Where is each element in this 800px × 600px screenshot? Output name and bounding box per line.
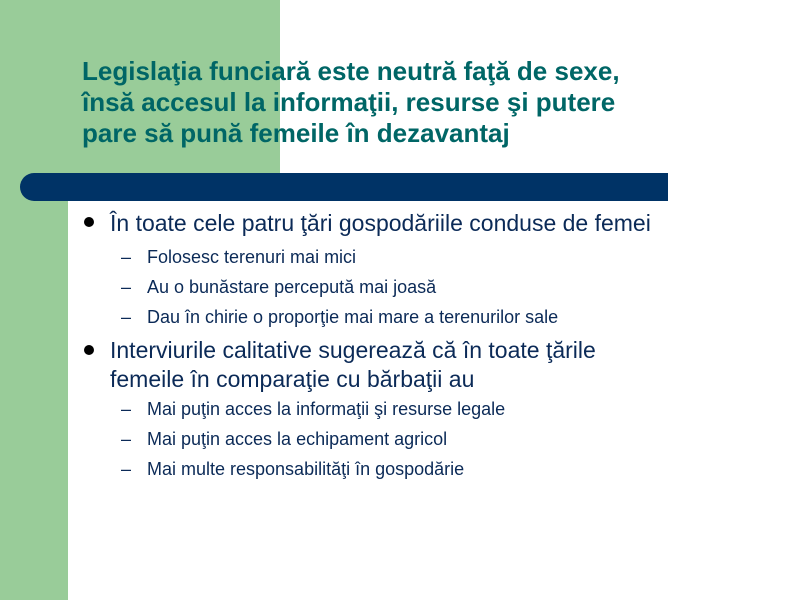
title-line-3: pare să pună femeile în dezavantaj: [82, 118, 510, 148]
sub-bullet-2-3: Mai multe responsabilităţi în gospodărie: [147, 459, 465, 479]
sub-bullet-2-1: Mai puţin acces la informaţii şi resurse legale: [147, 399, 506, 419]
sub-bullet-dash: –: [121, 459, 132, 479]
sub-bullet-dash: –: [121, 429, 132, 449]
bullet-2-text-line-1: Interviurile calitative sugerează că în toate ţările: [110, 337, 596, 363]
sub-bullet-dash: –: [121, 307, 132, 327]
bullet-2-text-line-2: femeile în comparaţie cu bărbaţii au: [110, 366, 475, 392]
sub-bullet-dash: –: [121, 277, 132, 297]
sub-bullet-dash: –: [121, 399, 132, 419]
sub-bullet-2-2: Mai puţin acces la echipament agricol: [147, 429, 448, 449]
sub-bullet-dash: –: [121, 247, 132, 267]
title-line-1: Legislaţia funciară este neutră faţă de sexe,: [82, 56, 620, 86]
sub-bullet-1-3: Dau în chirie o proporţie mai mare a terenurilor sale: [147, 307, 559, 327]
title-line-2: însă accesul la informaţii, resurse şi putere: [82, 87, 616, 117]
bullet-dot: [84, 217, 94, 227]
bullet-dot: [84, 345, 94, 355]
sub-bullet-1-1: Folosesc terenuri mai mici: [147, 247, 357, 267]
bullet-1-text: În toate cele patru ţări gospodăriile conduse de femei: [110, 210, 651, 236]
sub-bullet-1-2: Au o bunăstare percepută mai joasă: [147, 277, 437, 297]
